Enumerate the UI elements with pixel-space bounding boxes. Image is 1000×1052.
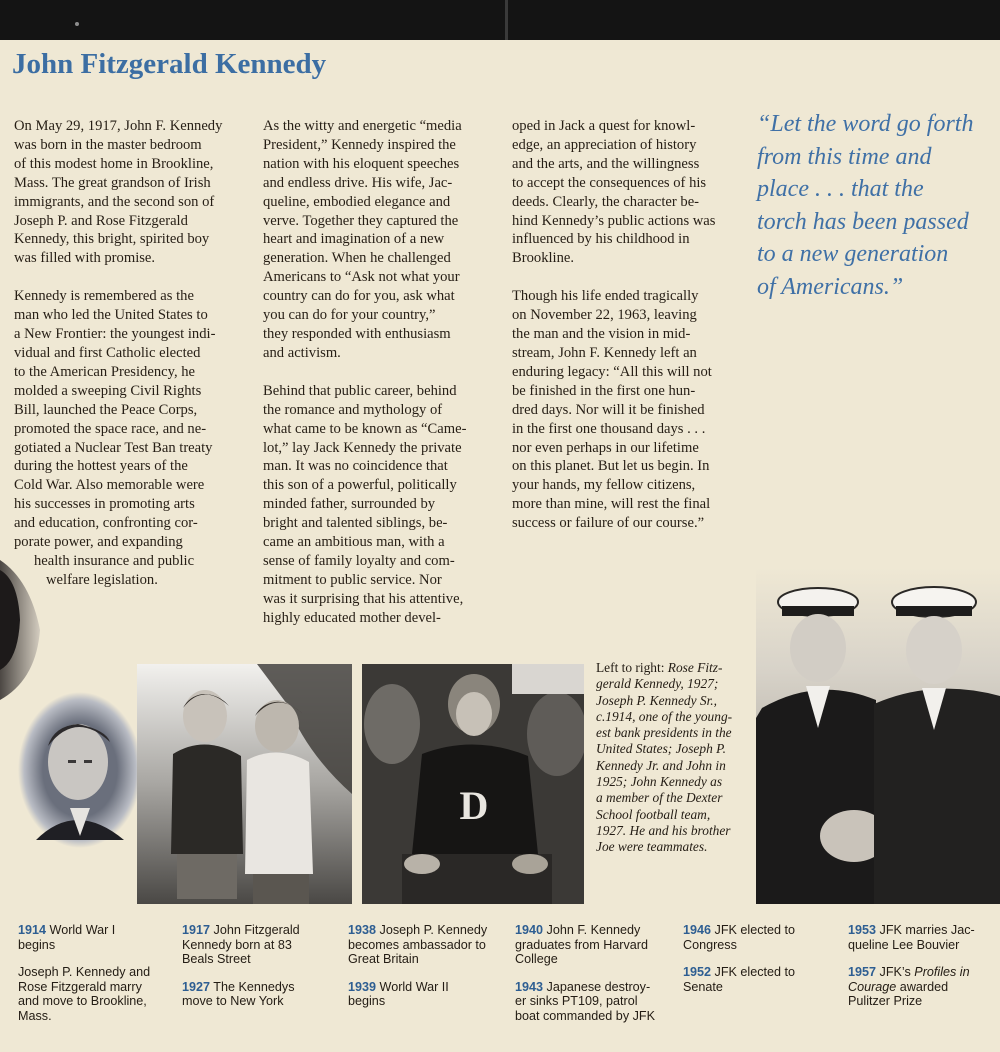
timeline-entry: 1946 JFK elected to Congress: [683, 923, 796, 952]
fold-line: [505, 0, 508, 40]
timeline-entry: 1957 JFK’s Profiles in Courage awarded Pulitzer Prize: [848, 965, 970, 1008]
body-column-1: [14, 117, 242, 590]
timeline-entry: 1952 JFK elected to Senate: [683, 965, 796, 994]
paragraph: Behind that public career, behind the romance and mythology of what came to be known as “Came- lot,” lay Jack Kennedy the private man. It was no coincidence that this son of a powerful, politically minded father, surrounded by bright and talented siblings, be- came an ambitious man, with a sense of family loyalty and com- mitment to public service. Nor was it surprising that his attentive, highly educated mother devel-: [263, 382, 467, 626]
timeline-entry: 1927 The Kennedys move to New York: [182, 979, 295, 1008]
body-column-3: [512, 117, 742, 533]
top-banner: [0, 0, 1000, 40]
banner-dot: [75, 22, 79, 26]
page-title: John Fitzgerald Kennedy: [12, 48, 327, 80]
timeline-entry: 1938 Joseph P. Kennedy becomes ambassador to Great Britain: [348, 923, 488, 966]
paragraph: Though his life ended tragically on November 22, 1963, leaving the man and the vision in mid- stream, John F. Kennedy left an enduring legacy: “All this will not be finished in the first one hun- dred days. Nor will it be finished in the first one thousand days . . . nor even perhaps in our lifetime on this planet. But let us begin. In your hands, my fellow citizens, more than mine, will rest the final success or failure of our course.”: [512, 288, 712, 532]
timeline-column-5: [683, 923, 833, 1007]
pull-quote: “Let the word go forth from this time and place . . . that the torch has been passed to a new generation of Americans.”: [757, 111, 974, 300]
timeline-column-3: [348, 923, 503, 1022]
timeline-entry: Joseph P. Kennedy and Rose Fitzgerald marry and move to Brookline, Mass.: [18, 965, 151, 1023]
photo-naval-uniforms: [756, 568, 1000, 904]
photo-dexter-football-team: [362, 664, 584, 904]
timeline-column-4: [515, 923, 673, 1036]
body-column-2: [263, 117, 499, 628]
timeline-column-6: [848, 923, 996, 1022]
photo-caption: Left to right: Rose Fitz- gerald Kennedy, 1927; Joseph P. Kennedy Sr., c.1914, one of the young- est bank presidents in the United States; Joseph P. Kennedy Jr. and John in 1925; John Kennedy as a member of the Dexter School football team, 1927. He and his brother Joe were teammates.: [596, 660, 733, 855]
paragraph: As the witty and energetic “media President,” Kennedy inspired the nation with his eloquent speeches and endless drive. His wife, Jac- queline, embodied elegance and verve. Together they captured the heart and imagination of a new generation. When he challenged Americans to “Ask not what your country can do for you, ask what you can do for your country,” they responded with enthusiasm and activism.: [263, 118, 462, 361]
timeline-entry: 1943 Japanese destroy- er sinks PT109, patrol boat commanded by JFK: [515, 979, 656, 1023]
timeline-entry: 1914 World War I begins: [18, 923, 116, 952]
timeline-entry: 1953 JFK marries Jac- queline Lee Bouvier: [848, 923, 975, 952]
paragraph: oped in Jack a quest for knowl- edge, an appreciation of history and the arts, and the willingness to accept the consequences of his deeds. Clearly, the character be- hind Kennedy’s public actions was influenced by his childhood in Brookline.: [512, 118, 716, 267]
photo-rose-kennedy: [0, 560, 44, 700]
paragraph: On May 29, 1917, John F. Kennedy was born in the master bedroom of this modest home in Brookline, Mass. The great grandson of Irish immigrants, and the second son of Joseph P. and Rose Fitzgerald Kennedy, this bright, spirited boy was filled with promise.: [14, 118, 223, 267]
timeline-column-2: [182, 923, 332, 1022]
timeline-entry: 1939 World War II begins: [348, 979, 449, 1008]
timeline-entry: 1940 John F. Kennedy graduates from Harvard College: [515, 923, 648, 966]
timeline-column-1: [18, 923, 168, 1036]
paragraph: Kennedy is remembered as the man who led the United States to a New Frontier: the youngest indi- vidual and first Catholic elected to the American Presidency, he molded a sweeping Civil Rights Bill, launched the Peace Corps, promoted the space race, and ne- gotiated a Nuclear Test Ban treaty during the hottest years of the Cold War. Also memorable were his successes in promoting arts and education, confronting cor- porate power, and expanding health insurance and public welfare legislation.: [14, 288, 216, 588]
photo-joseph-jr-and-john: [137, 664, 352, 904]
jersey-letter: D: [459, 783, 489, 828]
photo-joseph-kennedy-sr: [16, 690, 144, 850]
timeline-entry: 1917 John Fitzgerald Kennedy born at 83 Beals Street: [182, 923, 300, 966]
